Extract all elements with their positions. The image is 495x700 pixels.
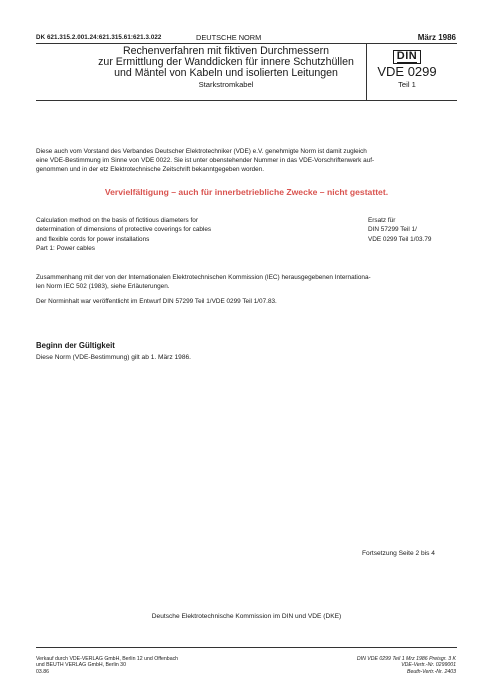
title-line: und Mäntel von Kabeln und isolierten Leitungen bbox=[114, 67, 338, 79]
english-title-line: Part 1: Power cables bbox=[36, 245, 95, 253]
intro-line: eine VDE-Bestimmung im Sinne von VDE 0022. Sie ist unter obenstehender Nummer in das VDE-Vorschriftenwerk auf- bbox=[36, 157, 375, 165]
footer-right-line: DIN VDE 0299 Teil 1 Mrz 1986 Preisgr. 3 K bbox=[356, 656, 456, 662]
intro-paragraph bbox=[36, 147, 457, 175]
replacement-line: VDE 0299 Teil 1/03.79 bbox=[368, 235, 432, 243]
title-line: Rechenverfahren mit fiktiven Durchmessern bbox=[122, 45, 330, 57]
footer-left-line: Verkauf durch VDE-VERLAG GmbH, Berlin 12 und Offenbach bbox=[36, 656, 179, 662]
english-title-line: and flexible cords for power installations bbox=[36, 235, 150, 243]
english-title-line: determination of dimensions of protective coverings for cables bbox=[36, 226, 212, 234]
iec-note bbox=[36, 273, 457, 291]
replacement-line: DIN 57299 Teil 1/ bbox=[368, 226, 417, 234]
norm-type: DEUTSCHE NORM bbox=[196, 33, 262, 42]
footer-order-info bbox=[357, 656, 456, 675]
reproduction-warning: Vervielfältigung – auch für innerbetriebliche Zwecke – nicht gestattet. bbox=[104, 187, 389, 197]
header-rule bbox=[36, 43, 457, 44]
english-title bbox=[36, 216, 336, 254]
footer-right-line: Beuth-Vertr.-Nr. 2403 bbox=[406, 668, 456, 675]
footer-right-line: VDE-Vertr.-Nr. 0299001 bbox=[401, 662, 456, 669]
intro-line: genommen und in der etz Elektrotechnische Zeitschrift bekanntgegeben worden. bbox=[36, 166, 265, 174]
intro-line: Diese auch vom Vorstand des Verbandes Deutscher Elektrotechniker (VDE) e.V. genehmigte Norm ist damit zugleich bbox=[36, 148, 367, 155]
iec-note-line: Zusammenhang mit der von der Internationalen Elektrotechnischen Kommission (IEC) herausgegebenen Internationa- bbox=[36, 274, 371, 281]
title-bottom-rule bbox=[36, 100, 457, 101]
document-title bbox=[96, 46, 356, 90]
din-logo: DIN bbox=[393, 50, 421, 64]
footer-left-line: 03.86 bbox=[36, 668, 49, 675]
english-title-line: Calculation method on the basis of fictitious diameters for bbox=[36, 217, 198, 224]
iec-note-line: len Norm IEC 502 (1983), siehe Erläuterungen. bbox=[36, 283, 170, 291]
replacement-line: Ersatz für bbox=[368, 217, 396, 224]
title-subtitle: Starkstromkabel bbox=[198, 80, 254, 89]
footer-publisher bbox=[36, 656, 178, 675]
din-identifier bbox=[372, 46, 442, 89]
part-label: Teil 1 bbox=[398, 80, 416, 89]
commission-name: Deutsche Elektrotechnische Kommission im DIN und VDE (DKE) bbox=[151, 613, 342, 620]
validity-text: Diese Norm (VDE-Bestimmung) gilt ab 1. März 1986. bbox=[36, 354, 192, 361]
publication-date: März 1986 bbox=[417, 33, 456, 42]
footer-rule bbox=[36, 647, 457, 648]
title-divider bbox=[366, 43, 367, 100]
footer-left-line: und BEUTH VERLAG GmbH, Berlin 30 bbox=[36, 662, 126, 669]
draft-note: Der Norminhalt war veröffentlicht im Entwurf DIN 57299 Teil 1/VDE 0299 Teil 1/07.83. bbox=[36, 298, 277, 305]
dk-classification: DK 621.315.2.001.24:621.315.61:621.3.022 bbox=[36, 34, 162, 41]
continuation-note: Fortsetzung Seite 2 bis 4 bbox=[362, 550, 435, 557]
vde-number: VDE 0299 bbox=[377, 64, 437, 79]
title-line: zur Ermittlung der Wanddicken für innere Schutzhüllen bbox=[98, 56, 354, 68]
replacement-note bbox=[368, 216, 468, 244]
validity-heading: Beginn der Gültigkeit bbox=[36, 341, 115, 350]
